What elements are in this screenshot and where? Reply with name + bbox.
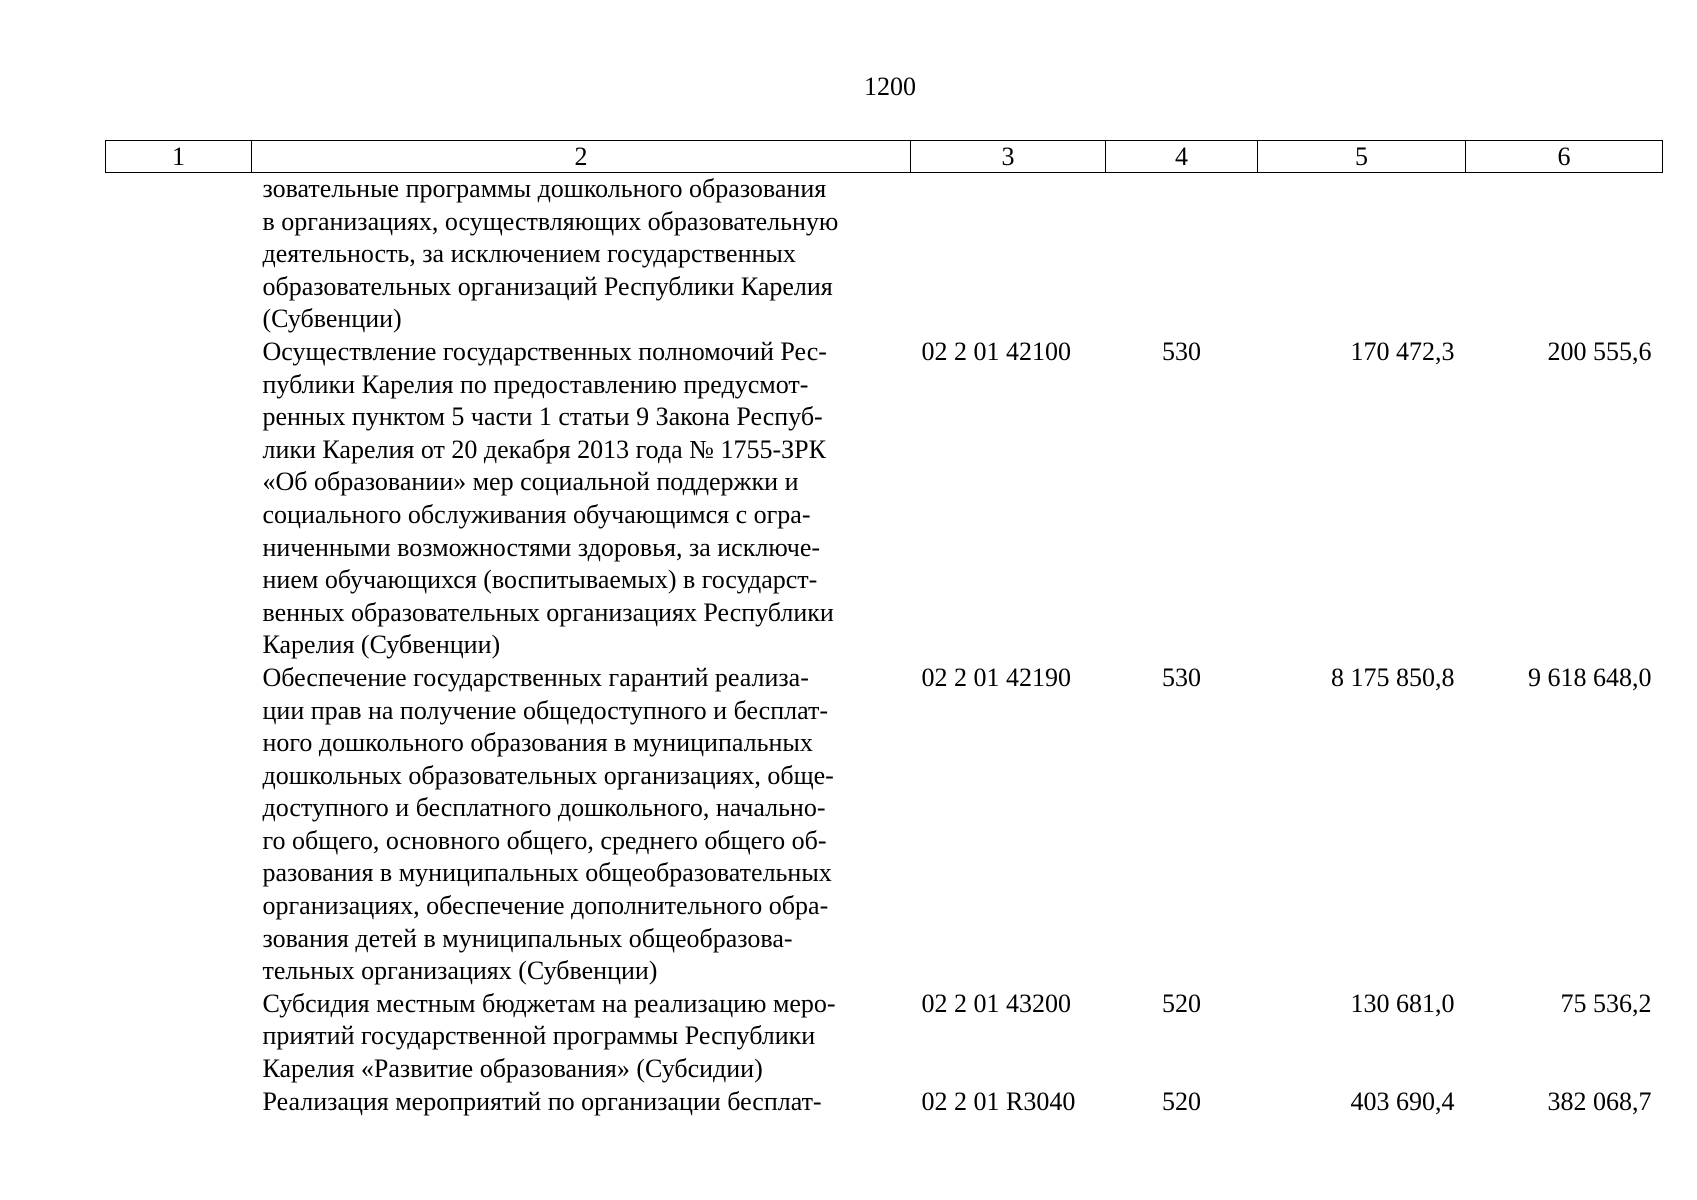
cell-type: 520 <box>1162 1086 1201 1116</box>
name-line: в организациях, осуществляющих образовательную <box>262 206 839 236</box>
cell-amount-6: 382 068,7 <box>1547 1086 1652 1116</box>
column-header-6: 6 <box>1466 141 1663 173</box>
name-line: Субсидия местным бюджетам на реализацию меро- <box>262 988 836 1018</box>
name-line: ренных пунктом 5 части 1 статьи 9 Закона Респуб- <box>262 402 823 432</box>
name-line: Осуществление государственных полномочий Рес- <box>262 336 827 366</box>
table-body <box>106 173 1663 1119</box>
name-line: тельных организациях (Субвенции) <box>262 956 658 986</box>
cell-code: 02 2 01 42100 <box>921 336 1071 366</box>
table-row <box>106 1086 1663 1119</box>
name-line: деятельность, за исключением государственных <box>262 239 796 269</box>
name-line: зовательные программы дошкольного образования <box>262 174 827 203</box>
cell-code: 02 2 01 42190 <box>921 662 1071 692</box>
name-line: Карелия (Субвенции) <box>262 630 501 660</box>
cell-type <box>1106 173 1258 336</box>
name-line: (Субвенции) <box>262 304 402 334</box>
name-line: ции прав на получение общедоступного и бесплат- <box>262 695 828 725</box>
cell-amount-5: 8 175 850,8 <box>1331 662 1455 692</box>
cell-amount-5 <box>1258 173 1466 336</box>
cell-amount-6 <box>1466 173 1663 336</box>
column-header-3: 3 <box>911 141 1106 173</box>
cell-col1 <box>106 173 252 336</box>
table-row <box>106 988 1663 1086</box>
cell-col1 <box>106 662 252 988</box>
cell-amount-6: 200 555,6 <box>1547 336 1652 366</box>
column-header-5: 5 <box>1258 141 1466 173</box>
column-header-1: 1 <box>106 141 252 173</box>
cell-name <box>252 173 911 336</box>
name-line: го общего, основного общего, среднего общего об- <box>262 825 827 855</box>
table-row <box>106 173 1663 336</box>
name-line: нием обучающихся (воспитываемых) в государст- <box>262 565 818 595</box>
name-line: Карелия «Развитие образования» (Субсидии) <box>262 1054 763 1084</box>
name-line: приятий государственной программы Республики <box>262 1021 816 1051</box>
name-line: разования в муниципальных общеобразовательных <box>262 858 832 888</box>
cell-name <box>252 1086 911 1119</box>
name-line: дошкольных образовательных организациях, обще- <box>262 760 834 790</box>
name-line: социального обслуживания обучающимся с огра- <box>262 499 811 529</box>
table-header <box>106 141 1663 173</box>
cell-col1 <box>106 336 252 662</box>
name-line: Обеспечение государственных гарантий реализа- <box>262 662 809 692</box>
cell-amount-5: 130 681,0 <box>1350 988 1455 1018</box>
name-line: организациях, обеспечение дополнительного обра- <box>262 891 829 921</box>
cell-col1 <box>106 988 252 1086</box>
column-header-2: 2 <box>252 141 911 173</box>
column-header-4: 4 <box>1106 141 1258 173</box>
cell-code <box>911 173 1106 336</box>
cell-amount-5: 403 690,4 <box>1350 1086 1455 1116</box>
cell-type: 530 <box>1162 336 1201 366</box>
name-line: венных образовательных организациях Республики <box>262 597 834 627</box>
name-line: образовательных организаций Республики Карелия <box>262 271 833 301</box>
name-line: ного дошкольного образования в муниципальных <box>262 728 813 758</box>
cell-code: 02 2 01 R3040 <box>921 1086 1076 1116</box>
name-line: лики Карелия от 20 декабря 2013 года № 1755-ЗРК <box>262 434 826 464</box>
name-line: публики Карелия по предоставлению предусмот- <box>262 369 809 399</box>
cell-name <box>252 988 911 1086</box>
cell-type: 530 <box>1162 662 1201 692</box>
table-row <box>106 662 1663 988</box>
name-line: «Об образовании» мер социальной поддержки и <box>262 467 799 497</box>
page-number: 1200 <box>864 72 916 101</box>
name-line: Реализация мероприятий по организации бесплат- <box>262 1086 822 1116</box>
cell-type: 520 <box>1162 988 1201 1018</box>
cell-amount-6: 75 536,2 <box>1560 988 1652 1018</box>
table-row <box>106 336 1663 662</box>
budget-table <box>105 140 1663 1118</box>
cell-amount-5: 170 472,3 <box>1350 336 1455 366</box>
name-line: доступного и бесплатного дошкольного, начально- <box>262 793 826 823</box>
cell-code: 02 2 01 43200 <box>921 988 1071 1018</box>
header-row <box>106 141 1663 173</box>
cell-name <box>252 662 911 988</box>
name-line: зования детей в муниципальных общеобразова- <box>262 923 793 953</box>
name-line: ниченными возможностями здоровья, за исключе- <box>262 532 821 562</box>
cell-amount-6: 9 618 648,0 <box>1528 662 1652 692</box>
cell-col1 <box>106 1086 252 1119</box>
cell-name <box>252 336 911 662</box>
